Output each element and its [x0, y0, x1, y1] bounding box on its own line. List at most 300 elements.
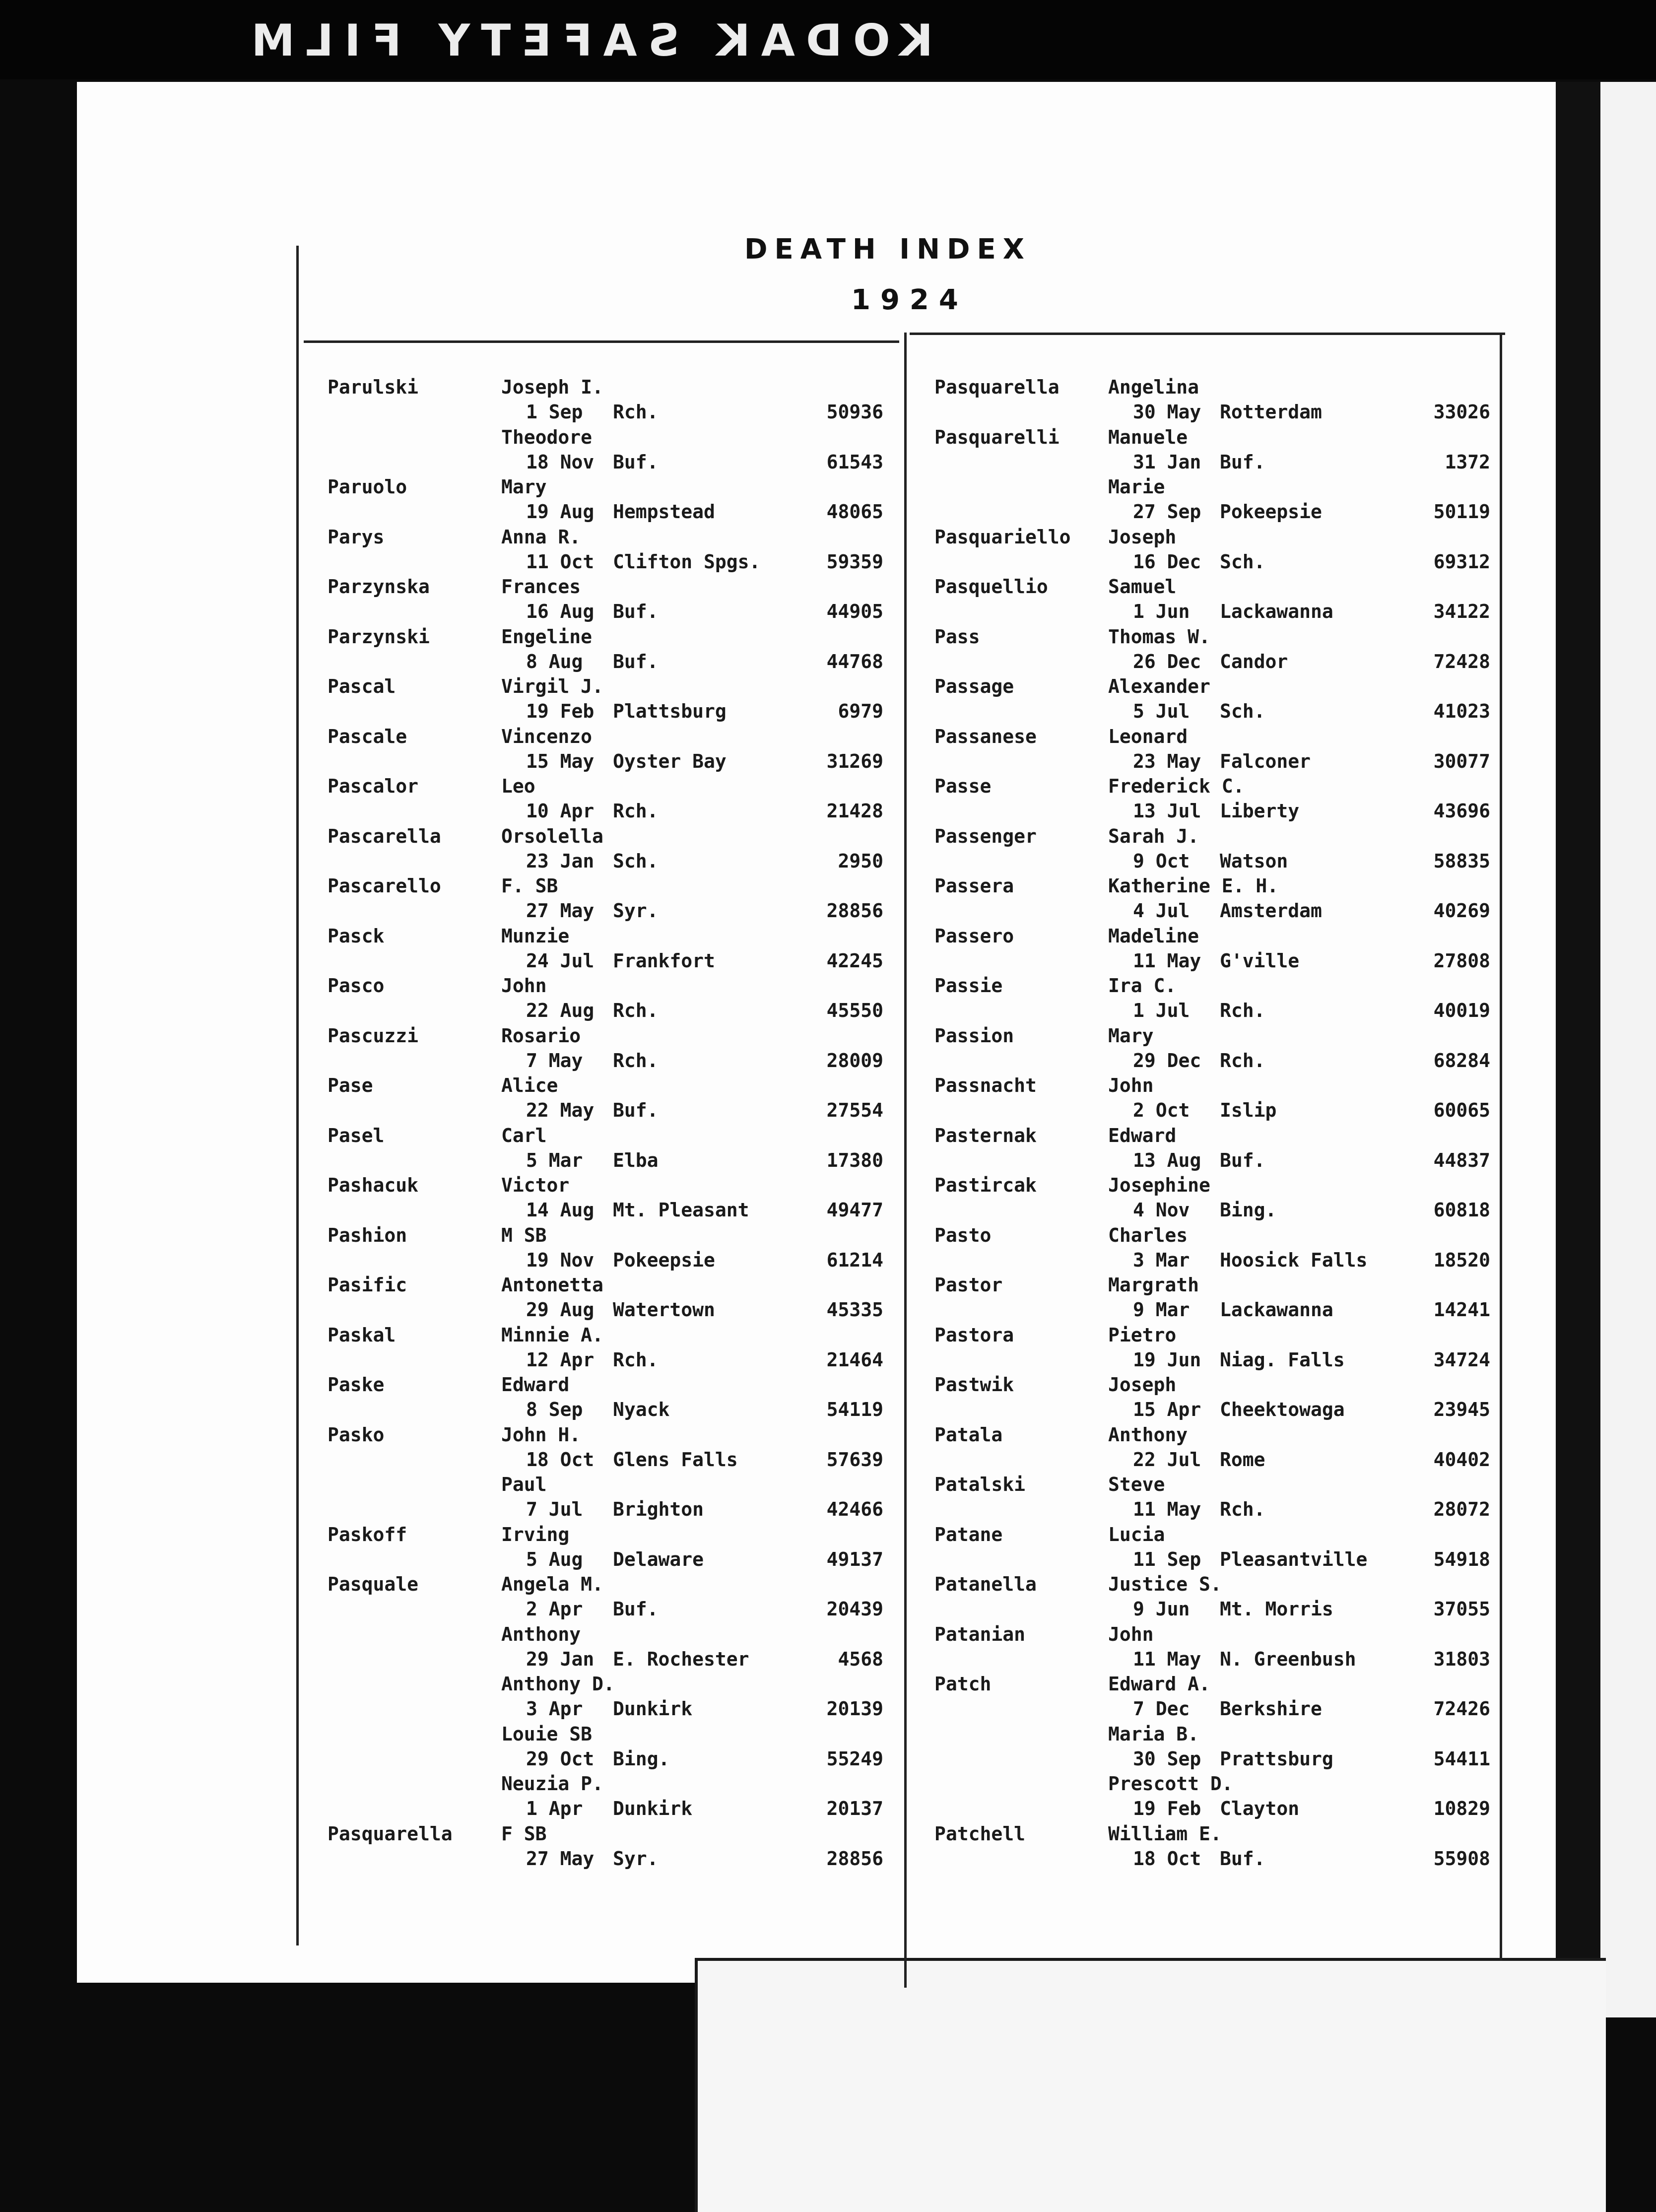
- index-entry: [934, 574, 1490, 624]
- entry-given-name: Munzie: [501, 925, 570, 947]
- entry-date: 1 Apr: [526, 1798, 583, 1819]
- entry-date: 11 May: [1133, 1648, 1201, 1670]
- entry-number: 55249: [826, 1747, 883, 1770]
- index-entry: [934, 375, 1490, 424]
- entry-given-name: Justice S.: [1108, 1573, 1222, 1595]
- entry-place: Rch.: [613, 401, 659, 423]
- entry-date: 22 Aug: [526, 1000, 595, 1021]
- entry-date: 19 Feb: [526, 700, 595, 722]
- entry-date: 10 Apr: [526, 800, 595, 822]
- entry-surname: Passe: [934, 775, 992, 797]
- entry-surname: Pasel: [328, 1124, 385, 1146]
- entry-number: 4568: [838, 1648, 883, 1670]
- header-rule-right: [910, 333, 1505, 335]
- entry-number: 49477: [826, 1199, 883, 1221]
- entry-given-name: Victor: [501, 1174, 570, 1196]
- entry-place: Oyster Bay: [613, 750, 727, 772]
- index-entry: [934, 1821, 1490, 1871]
- entry-given-name: Edward A.: [1108, 1673, 1210, 1695]
- entry-surname: Pasquellio: [934, 576, 1048, 598]
- entry-date: 5 Mar: [526, 1149, 583, 1171]
- entry-given-name: F SB: [501, 1822, 547, 1845]
- entry-given-name: Steve: [1108, 1474, 1165, 1495]
- entry-place: Delaware: [613, 1548, 704, 1570]
- entry-date: 23 May: [1133, 750, 1201, 772]
- column-divider: [904, 333, 907, 1988]
- entry-place: Watertown: [613, 1299, 715, 1321]
- entry-date: 30 Sep: [1133, 1747, 1201, 1770]
- entry-place: Rch.: [613, 1348, 659, 1371]
- entry-date: 8 Aug: [526, 650, 583, 672]
- entry-given-name: Madeline: [1108, 925, 1199, 947]
- entry-place: Glens Falls: [613, 1448, 738, 1471]
- index-entry: [934, 1223, 1490, 1273]
- entry-date: 15 Apr: [1133, 1399, 1201, 1420]
- entry-surname: Passenger: [934, 825, 1037, 847]
- entry-surname: Pascarella: [328, 825, 441, 847]
- index-entry: [934, 624, 1490, 674]
- entry-given-name: Angela M.: [501, 1573, 603, 1595]
- entry-place: Bing.: [613, 1747, 670, 1770]
- entry-number: 45550: [826, 1000, 883, 1021]
- entry-number: 72426: [1433, 1698, 1490, 1720]
- index-entry: [934, 1023, 1490, 1073]
- entry-given-name: Frances: [501, 576, 581, 598]
- entry-number: 68284: [1433, 1049, 1490, 1072]
- entry-given-name: Leonard: [1108, 725, 1188, 747]
- index-entry: [328, 674, 883, 724]
- entry-given-name: Frederick C.: [1108, 775, 1245, 797]
- entry-date: 31 Jan: [1133, 451, 1201, 473]
- index-entry: [328, 873, 883, 923]
- index-entry: [934, 873, 1490, 923]
- index-entry: [934, 1622, 1490, 1672]
- entry-place: Nyack: [613, 1399, 670, 1420]
- entry-given-name: Pietro: [1108, 1324, 1177, 1346]
- entry-number: 55908: [1433, 1847, 1490, 1870]
- entry-surname: Passnacht: [934, 1074, 1037, 1096]
- entry-given-name: Lucia: [1108, 1523, 1165, 1545]
- entry-given-name: Carl: [501, 1124, 547, 1146]
- entry-date: 29 Dec: [1133, 1049, 1201, 1072]
- entry-date: 19 Nov: [526, 1249, 595, 1271]
- entry-surname: Pass: [934, 625, 980, 648]
- entry-place: N. Greenbush: [1220, 1648, 1356, 1670]
- entry-given-name: John H.: [501, 1423, 581, 1446]
- index-entry: [328, 1073, 883, 1123]
- entry-place: Sch.: [1220, 550, 1265, 573]
- entry-number: 6979: [838, 700, 883, 722]
- index-entry: [328, 375, 883, 424]
- entry-surname: Paske: [328, 1374, 385, 1396]
- entry-date: 4 Jul: [1133, 900, 1190, 922]
- entry-given-name: Mary: [501, 476, 547, 498]
- index-entry: [328, 1472, 883, 1522]
- entry-number: 41023: [1433, 700, 1490, 722]
- entry-number: 21464: [826, 1348, 883, 1371]
- entry-date: 29 Jan: [526, 1648, 595, 1670]
- entry-number: 60065: [1433, 1099, 1490, 1121]
- entry-surname: Passero: [934, 925, 1014, 947]
- entry-place: Buf.: [1220, 1847, 1265, 1870]
- entry-number: 34724: [1433, 1348, 1490, 1371]
- entry-place: Berkshire: [1220, 1698, 1322, 1720]
- entry-place: Syr.: [613, 1847, 659, 1870]
- entry-number: 34122: [1433, 601, 1490, 622]
- entry-date: 5 Jul: [1133, 700, 1190, 722]
- entry-place: Brighton: [613, 1498, 704, 1520]
- entry-given-name: Anna R.: [501, 526, 581, 548]
- index-entry: [934, 674, 1490, 724]
- entry-number: 20137: [826, 1798, 883, 1819]
- entry-place: Mt. Pleasant: [613, 1199, 749, 1221]
- entry-date: 15 May: [526, 750, 595, 772]
- entry-given-name: Anthony D.: [501, 1673, 615, 1695]
- entry-surname: Pascalor: [328, 775, 419, 797]
- entry-surname: Pase: [328, 1074, 373, 1096]
- index-entry: [934, 1472, 1490, 1522]
- entry-number: 42245: [826, 949, 883, 972]
- entry-surname: Parys: [328, 526, 385, 548]
- entry-surname: Pasternak: [934, 1124, 1037, 1146]
- entry-number: 58835: [1433, 850, 1490, 872]
- entry-surname: Patalski: [934, 1474, 1026, 1495]
- entry-number: 54119: [826, 1399, 883, 1420]
- entry-number: 44905: [826, 601, 883, 622]
- index-entry: [328, 1821, 883, 1871]
- entry-given-name: Josephine: [1108, 1174, 1210, 1196]
- entry-date: 7 Dec: [1133, 1698, 1190, 1720]
- entry-place: Lackawanna: [1220, 601, 1333, 622]
- film-right-border: [1556, 82, 1600, 2017]
- entry-place: Rch.: [613, 1049, 659, 1072]
- film-edge: [0, 0, 1656, 79]
- index-entry: [934, 1073, 1490, 1123]
- index-entry: [328, 1323, 883, 1372]
- index-entry: [328, 1273, 883, 1322]
- index-entry: [934, 1722, 1490, 1771]
- entry-surname: Pastor: [934, 1274, 1003, 1296]
- entry-surname: Paskal: [328, 1324, 396, 1346]
- entry-date: 13 Aug: [1133, 1149, 1201, 1171]
- entry-surname: Pashacuk: [328, 1174, 419, 1196]
- entry-given-name: Margrath: [1108, 1274, 1199, 1296]
- entry-given-name: Alexander: [1108, 675, 1210, 697]
- entry-place: Sch.: [613, 850, 659, 872]
- entry-number: 10829: [1433, 1798, 1490, 1819]
- entry-number: 18520: [1433, 1249, 1490, 1271]
- entry-date: 22 May: [526, 1099, 595, 1121]
- entry-surname: Passage: [934, 675, 1014, 697]
- index-entry: [934, 824, 1490, 873]
- entry-number: 21428: [826, 800, 883, 822]
- index-entry: [328, 924, 883, 973]
- entry-date: 1 Jun: [1133, 601, 1190, 622]
- entry-surname: Passanese: [934, 725, 1037, 747]
- entry-number: 72428: [1433, 650, 1490, 672]
- entry-number: 60818: [1433, 1199, 1490, 1221]
- entry-number: 2950: [838, 850, 883, 872]
- entry-surname: Parzynski: [328, 625, 430, 648]
- entry-place: Pokeepsie: [613, 1249, 715, 1271]
- entry-given-name: Joseph I.: [501, 376, 603, 398]
- film-edge-text: KODAK SAFETY FILM: [240, 15, 933, 66]
- entry-date: 2 Apr: [526, 1598, 583, 1620]
- entry-given-name: William E.: [1108, 1822, 1222, 1845]
- entry-number: 33026: [1433, 401, 1490, 423]
- entry-date: 22 Jul: [1133, 1448, 1201, 1471]
- entry-number: 37055: [1433, 1598, 1490, 1620]
- index-entry: [328, 1123, 883, 1173]
- entry-given-name: Joseph: [1108, 526, 1177, 548]
- entry-surname: Pasck: [328, 925, 385, 947]
- entry-given-name: F. SB: [501, 875, 558, 897]
- index-entry: [934, 1672, 1490, 1721]
- entry-date: 23 Jan: [526, 850, 595, 872]
- entry-date: 1 Sep: [526, 401, 583, 423]
- entry-date: 9 Mar: [1133, 1299, 1190, 1321]
- entry-number: 31269: [826, 750, 883, 772]
- entry-number: 54411: [1433, 1747, 1490, 1770]
- entry-given-name: Minnie A.: [501, 1324, 603, 1346]
- entry-date: 24 Jul: [526, 949, 595, 972]
- entry-place: Rch.: [1220, 1498, 1265, 1520]
- entry-given-name: Sarah J.: [1108, 825, 1199, 847]
- entry-date: 29 Oct: [526, 1747, 595, 1770]
- entry-given-name: Anthony: [1108, 1423, 1188, 1446]
- entry-place: Buf.: [1220, 451, 1265, 473]
- entry-number: 28072: [1433, 1498, 1490, 1520]
- left-rule: [296, 246, 299, 1945]
- entry-place: Pleasantville: [1220, 1548, 1368, 1570]
- entry-surname: Pasquarelli: [934, 426, 1060, 448]
- entry-surname: Pasco: [328, 975, 385, 997]
- entry-place: Dunkirk: [613, 1798, 693, 1819]
- index-entry: [934, 1123, 1490, 1173]
- entry-place: Hoosick Falls: [1220, 1249, 1368, 1271]
- index-entry: [328, 1672, 883, 1721]
- entry-surname: Pasquale: [328, 1573, 419, 1595]
- entry-place: Sch.: [1220, 700, 1265, 722]
- index-entry: [328, 824, 883, 873]
- index-entry: [328, 1223, 883, 1273]
- entry-number: 69312: [1433, 550, 1490, 573]
- entry-surname: Pascuzzi: [328, 1024, 419, 1047]
- entry-place: Rch.: [613, 800, 659, 822]
- page-year: 1924: [851, 284, 968, 316]
- entry-given-name: Angelina: [1108, 376, 1199, 398]
- entry-number: 57639: [826, 1448, 883, 1471]
- entry-surname: Pastwik: [934, 1374, 1014, 1396]
- entry-date: 26 Dec: [1133, 650, 1201, 672]
- index-entry: [328, 624, 883, 674]
- entry-place: Rch.: [613, 1000, 659, 1021]
- entry-place: Rotterdam: [1220, 401, 1322, 423]
- entry-given-name: M SB: [501, 1224, 547, 1246]
- entry-date: 19 Aug: [526, 501, 595, 523]
- entry-surname: Parzynska: [328, 576, 430, 598]
- entry-place: Plattsburg: [613, 700, 727, 722]
- entry-surname: Pascarello: [328, 875, 441, 897]
- entry-date: 1 Jul: [1133, 1000, 1190, 1021]
- index-entry: [328, 774, 883, 823]
- index-entry: [328, 525, 883, 574]
- entry-date: 27 May: [526, 900, 595, 922]
- entry-number: 20139: [826, 1698, 883, 1720]
- entry-place: Liberty: [1220, 800, 1300, 822]
- entry-place: Rome: [1220, 1448, 1265, 1471]
- entry-number: 28009: [826, 1049, 883, 1072]
- entry-number: 45335: [826, 1299, 883, 1321]
- entry-place: Islip: [1220, 1099, 1277, 1121]
- entry-surname: Patch: [934, 1673, 992, 1695]
- index-entry: [328, 1522, 883, 1572]
- entry-place: Rch.: [1220, 1049, 1265, 1072]
- entry-place: Buf.: [613, 1099, 659, 1121]
- index-entry: [328, 1771, 883, 1821]
- entry-date: 9 Oct: [1133, 850, 1190, 872]
- entry-surname: Patanella: [934, 1573, 1037, 1595]
- index-entry: [934, 1771, 1490, 1821]
- index-entry: [328, 1572, 883, 1621]
- index-entry: [934, 774, 1490, 823]
- entry-number: 54918: [1433, 1548, 1490, 1570]
- entry-number: 20439: [826, 1598, 883, 1620]
- entry-number: 50936: [826, 401, 883, 423]
- entry-given-name: Alice: [501, 1074, 558, 1096]
- entry-surname: Pasto: [934, 1224, 992, 1246]
- entry-number: 23945: [1433, 1399, 1490, 1420]
- entry-place: Syr.: [613, 900, 659, 922]
- entry-surname: Pashion: [328, 1224, 407, 1246]
- entry-number: 40269: [1433, 900, 1490, 922]
- entry-date: 27 May: [526, 1847, 595, 1870]
- entry-surname: Passion: [934, 1024, 1014, 1047]
- entry-given-name: Orsolella: [501, 825, 603, 847]
- entry-given-name: Maria B.: [1108, 1723, 1199, 1745]
- entry-place: Cheektowaga: [1220, 1399, 1345, 1420]
- entry-given-name: Edward: [1108, 1124, 1177, 1146]
- entry-given-name: Katherine E. H.: [1108, 875, 1279, 897]
- entry-number: 30077: [1433, 750, 1490, 772]
- entry-given-name: Virgil J.: [501, 675, 603, 697]
- index-entry: [934, 1323, 1490, 1372]
- entry-place: Lackawanna: [1220, 1299, 1333, 1321]
- entry-date: 19 Jun: [1133, 1348, 1201, 1371]
- entry-date: 29 Aug: [526, 1299, 595, 1321]
- entry-number: 43696: [1433, 800, 1490, 822]
- index-entry: [934, 973, 1490, 1023]
- entry-surname: Patala: [934, 1423, 1003, 1446]
- entry-number: 27808: [1433, 949, 1490, 972]
- entry-place: Falconer: [1220, 750, 1311, 772]
- entry-given-name: Vincenzo: [501, 725, 593, 747]
- entry-given-name: Prescott D.: [1108, 1773, 1233, 1795]
- entry-number: 40019: [1433, 1000, 1490, 1021]
- entry-given-name: Edward: [501, 1374, 570, 1396]
- entry-place: Buf.: [613, 601, 659, 622]
- entry-number: 61214: [826, 1249, 883, 1271]
- index-entry: [934, 1422, 1490, 1472]
- entry-place: Buf.: [613, 650, 659, 672]
- entry-date: 18 Oct: [526, 1448, 595, 1471]
- entry-date: 11 May: [1133, 949, 1201, 972]
- entry-date: 9 Jun: [1133, 1598, 1190, 1620]
- entry-surname: Pascale: [328, 725, 407, 747]
- index-entry: [934, 924, 1490, 973]
- index-entry: [934, 1572, 1490, 1621]
- entry-date: 30 May: [1133, 401, 1201, 423]
- entry-number: 61543: [826, 451, 883, 473]
- entry-date: 11 Oct: [526, 550, 595, 573]
- page-title: DEATH INDEX: [744, 233, 1031, 266]
- entry-given-name: Paul: [501, 1474, 547, 1495]
- index-entry: [934, 1273, 1490, 1322]
- entry-number: 40402: [1433, 1448, 1490, 1471]
- entry-surname: Pastircak: [934, 1174, 1037, 1196]
- entry-number: 50119: [1433, 501, 1490, 523]
- index-entry: [328, 1622, 883, 1672]
- index-entry: [328, 1023, 883, 1073]
- entry-place: Dunkirk: [613, 1698, 693, 1720]
- entry-place: Niag. Falls: [1220, 1348, 1345, 1371]
- entry-place: Buf.: [613, 1598, 659, 1620]
- entry-given-name: Samuel: [1108, 576, 1177, 598]
- entry-date: 14 Aug: [526, 1199, 595, 1221]
- entry-surname: Patane: [934, 1523, 1003, 1545]
- entry-place: Mt. Morris: [1220, 1598, 1333, 1620]
- entry-place: Rch.: [1220, 1000, 1265, 1021]
- entry-place: Clayton: [1220, 1798, 1300, 1819]
- index-entry: [328, 474, 883, 524]
- entry-date: 11 Sep: [1133, 1548, 1201, 1570]
- entry-date: 7 May: [526, 1049, 583, 1072]
- entry-surname: Patanian: [934, 1623, 1026, 1645]
- entry-date: 16 Aug: [526, 601, 595, 622]
- entry-given-name: Louie SB: [501, 1723, 593, 1745]
- index-entry: [328, 1372, 883, 1422]
- overlapping-sheet: [695, 1958, 1606, 2212]
- index-entry: [934, 724, 1490, 774]
- entry-surname: Pasific: [328, 1274, 407, 1296]
- entry-given-name: Manuele: [1108, 426, 1188, 448]
- entry-number: 44837: [1433, 1149, 1490, 1171]
- entry-given-name: Rosario: [501, 1024, 581, 1047]
- entry-number: 48065: [826, 501, 883, 523]
- entry-surname: Pasquarella: [934, 376, 1060, 398]
- entry-given-name: Marie: [1108, 476, 1165, 498]
- entry-place: E. Rochester: [613, 1648, 749, 1670]
- entry-date: 27 Sep: [1133, 501, 1201, 523]
- index-entry: [934, 1522, 1490, 1572]
- entry-place: Buf.: [613, 451, 659, 473]
- entry-date: 5 Aug: [526, 1548, 583, 1570]
- entry-date: 16 Dec: [1133, 550, 1201, 573]
- entry-place: Pokeepsie: [1220, 501, 1322, 523]
- entry-place: Candor: [1220, 650, 1288, 672]
- entry-place: Prattsburg: [1220, 1747, 1333, 1770]
- entry-place: Amsterdam: [1220, 900, 1322, 922]
- entry-date: 13 Jul: [1133, 800, 1201, 822]
- entry-place: Watson: [1220, 850, 1288, 872]
- entry-number: 44768: [826, 650, 883, 672]
- entry-surname: Patchell: [934, 1822, 1026, 1845]
- entry-given-name: Engeline: [501, 625, 593, 648]
- index-entry: [934, 425, 1490, 474]
- entry-number: 28856: [826, 1847, 883, 1870]
- entry-surname: Pascal: [328, 675, 396, 697]
- entry-place: Frankfort: [613, 949, 715, 972]
